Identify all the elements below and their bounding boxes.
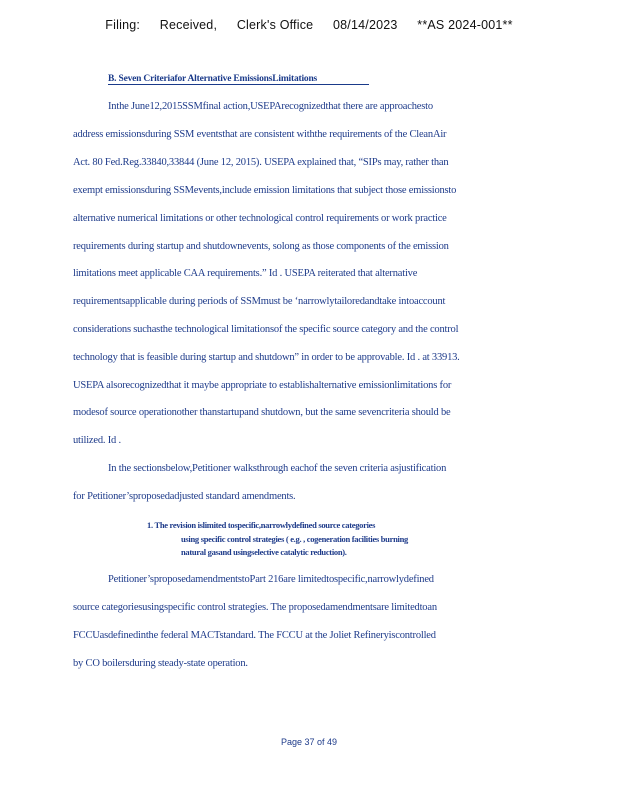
of-label: of [317, 737, 325, 747]
paragraph-line: by CO boilersduring steady-state operation. [73, 658, 248, 669]
paragraph-line: USEPA alsorecognizedthat it maybe appropriate to establishalternative emissionlimitations for [73, 380, 452, 391]
filing-label: Filing: [105, 18, 141, 32]
paragraph-line: FCCUasdefinedinthe federal MACTstandard. The FCCU at the Joliet Refineryiscontrolled [73, 630, 436, 641]
paragraph-line: requirements during startup and shutdownevents, solong as those components of the emission [73, 241, 449, 252]
paragraph-line: considerations suchasthe technological limitationsof the specific source category and the control [73, 324, 459, 335]
page-footer [0, 737, 618, 747]
paragraph-line: Inthe June12,2015SSMfinal action,USEPArecognizedthat there are approachesto [108, 101, 433, 112]
criterion-subheading: natural gasand usingselective catalytic reduction). [181, 547, 347, 557]
filing-header [0, 18, 618, 32]
paragraph-line: source categoriesusingspecific control strategies. The proposedamendmentsare limitedtoan [73, 602, 437, 613]
page-number: 37 [304, 737, 315, 747]
filing-date: 08/14/2023 [333, 18, 398, 32]
paragraph-line: Petitioner’sproposedamendmentstoPart 216are limitedtospecific,narrowlydefined [108, 574, 434, 585]
paragraph-line: modesof source operationother thanstartupand shutdown, but the same sevencriteria should be [73, 407, 451, 418]
paragraph-line: limitations meet applicable CAA requirements.” Id . USEPA reiterated that alternative [73, 268, 418, 279]
paragraph-line: utilized. Id . [73, 435, 121, 446]
section-heading: B. Seven Criteriafor Alternative EmissionsLimitations [108, 74, 369, 85]
paragraph-line: Act. 80 Fed.Reg.33840,33844 (June 12, 2015). USEPA explained that, “SIPs may, rather than [73, 157, 449, 168]
paragraph-line: technology that is feasible during startup and shutdown” in order to be approvable. Id . at 33913. [73, 352, 460, 363]
criterion-subheading: using specific control strategies ( e.g. , cogeneration facilities burning [181, 534, 408, 544]
paragraph-line: for Petitioner’sproposedadjusted standard amendments. [73, 491, 296, 502]
paragraph-line: exempt emissionsduring SSMevents,include emission limitations that subject those emissionsto [73, 185, 457, 196]
paragraph-line: alternative numerical limitations or other technological control requirements or work practice [73, 213, 447, 224]
paragraph-line: In the sectionsbelow,Petitioner walksthrough eachof the seven criteria asjustification [108, 463, 447, 474]
received-label: Received, [159, 18, 218, 32]
paragraph-line: address emissionsduring SSM eventsthat are consistent withthe requirements of the CleanAir [73, 129, 447, 140]
page-label: Page [280, 737, 302, 747]
criterion-subheading: 1. The revision islimited tospecific,narrowlydefined source categories [147, 520, 376, 530]
paragraph-line: requirementsapplicable during periods of SSMmust be ‘narrowlytailoredandtake intoaccount [73, 296, 446, 307]
docket-number: **AS 2024-001** [417, 18, 513, 32]
total-pages: 49 [327, 737, 338, 747]
clerk-office-label: Clerk's Office [236, 18, 314, 32]
